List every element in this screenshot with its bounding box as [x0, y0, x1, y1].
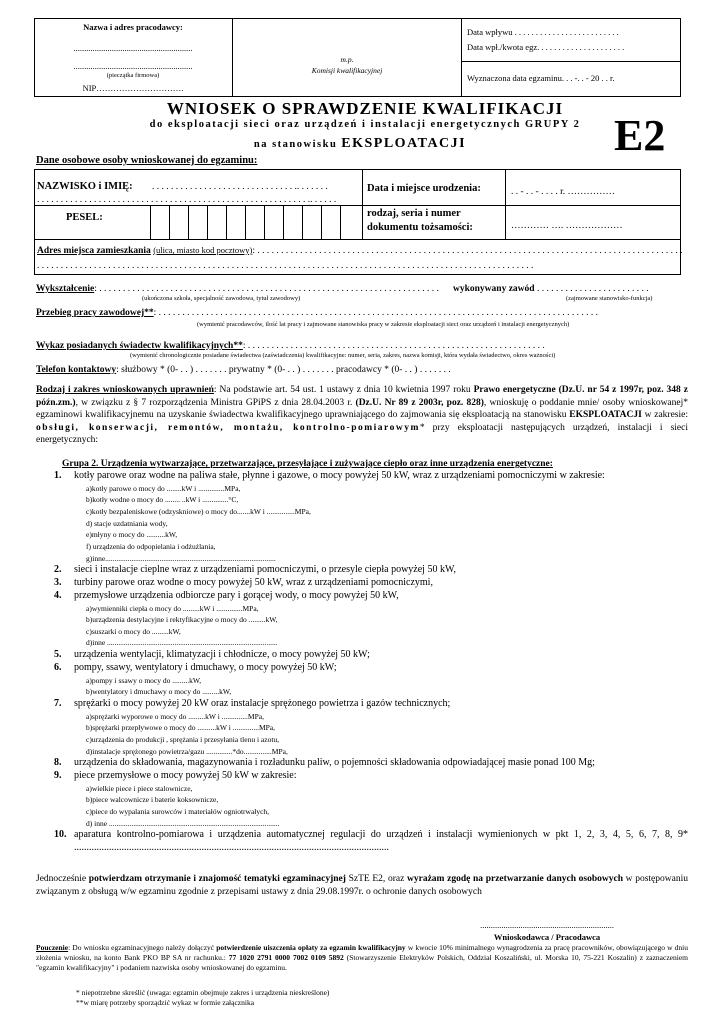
list-subitem[interactable]: d)instalacje sprężonego powietrza/gazu ..............*do...............MPa, [86, 746, 288, 756]
certificates-hint: (wymienić chronologicznie posiadane świadectwa (zaświadczenia) kwalifikacyjne: numer, seria, zakres, nazwa komisji, która wydała świadectwo, okres ważności) [130, 352, 556, 359]
confirmation-text-1: Jednocześnie [36, 874, 89, 884]
list-item-number: 3. [54, 576, 62, 588]
header-divider-3 [461, 61, 681, 62]
scope-text-5: * przy eksploatacji następujących urządzeń, instalacji i sieci energetycznych: [36, 422, 688, 446]
list-subitem[interactable]: a)pompy i ssawy o mocy do .........kW, [86, 675, 202, 685]
pesel-field[interactable] [150, 206, 362, 239]
list-item-number: 7. [54, 697, 62, 709]
scope-text-3: , wnioskuję o poddanie mnie/ osoby wnioskowanej* egzaminowi kwalifikacyjnemu na uzyskanie świadectwa kwalifikacyjnego uprawniającego do zajmowania się eksploatacją na stanowisku [36, 397, 689, 421]
footer-text-3: (Stowarzyszenie Elektryków Polskich, Oddział Koszaliński, ul. Morska 10, 75-221 Koszalin) z zaznaczeniem "egzamin kwalifikacyjny" i podaniem nazwiska osoby wnioskowanej do egzaminu. [36, 953, 688, 973]
list-item-text: sieci i instalacje cieplne wraz z urządzeniami pomocniczymi, o przesyle ciepła powyżej 50 kW, [74, 564, 456, 576]
list-subitem[interactable]: d) stacje uzdatniania wody, [86, 518, 168, 528]
education-hint: (ukończona szkoła, specjalność zawodowa, tytuł zawodowy) [142, 295, 301, 302]
list-subitem[interactable]: b)urządzenia destylacyjne i rektyfikacyjne o mocy do .........kW, [86, 615, 278, 625]
list-item [52, 698, 688, 711]
list-item [52, 577, 688, 590]
list-item-text: piece przemysłowe o mocy powyżej 50 kW w zakresie: [74, 770, 297, 781]
scope-label: Rodzaj i zakres wnioskowanych uprawnień [36, 385, 214, 395]
address-field-2[interactable]: . . . . . . . . . . . . . . . . . . . . . . . . . . . . . . . . . . . . . . . . . . . . . . . . . . . . . . . . . . . . . . . . . . . . . . . . . . . . . . . . . . . . . . . . . . . . . . . . . . . . . . . . . [37, 261, 534, 271]
education-field[interactable]: : . . . . . . . . . . . . . . . . . . . . . . . . . . . . . . . . . . . . . . . . . . . . . . . . . . . . . . . . . . . . . . . . . . . . . . . . [94, 284, 439, 294]
address-field[interactable]: : . . . . . . . . . . . . . . . . . . . . . . . . . . . . . . . . . . . . . . . . . . . . . . . . . . . . . . . . . . . . . . . . . . . . . . . . . . . . . . . . . . . . . . . . . . [252, 246, 683, 256]
birth-field[interactable]: . . - . . - . . . . r. …………… [511, 187, 615, 197]
career-row [36, 307, 686, 319]
footer-label: Pouczenie [36, 943, 69, 952]
employer-title: Nazwa i adres pracodawcy: [83, 22, 183, 32]
signature-line[interactable]: ............................................................... [480, 920, 614, 930]
mp-label: m.p. [340, 55, 354, 64]
list-item [52, 564, 688, 577]
list-subitem[interactable]: a)wielkie piece i piece stalownicze, [86, 783, 193, 793]
pesel-cell[interactable] [226, 206, 243, 239]
name-field-2[interactable]: . . . . . . . . . . . . . . . . . . . . . . . . . . . . . . . . . . . . . . . . . . . . . . . . . . . . . . . . . .. . . . . . [37, 195, 337, 205]
certificates-field[interactable]: : . . . . . . . . . . . . . . . . . . . . . . . . . . . . . . . . . . . . . . . . . . . . . . . . . . . . . . . . . . . . . . . [242, 341, 545, 351]
list-subitem[interactable]: c)piece do wypalania surowców i materiałów ogniotrwałych, [86, 807, 270, 817]
employer-line-2: ........................................................ [73, 61, 193, 71]
scope-regulation: (Dz.U. Nr 89 z 2003r, poz. 828) [355, 397, 484, 408]
list-item [52, 757, 688, 770]
footer-text-2: w kwocie 10% minimalnego wynagrodzenia za pracę pracowników, obowiązującego w dniu złożenia wniosku, na konto Bank PKO BP SA nr rachunku.: [36, 943, 688, 963]
list-item-number: 4. [54, 589, 62, 601]
list-item [52, 770, 688, 783]
list-item-text: przemysłowe urządzenia odbiorcze pary i gorącej wody, o mocy powyżej 50 kW, [74, 589, 399, 601]
form-subtitle-role [120, 134, 600, 152]
list-item-text: sprężarki o mocy powyżej 20 kW oraz instalacje sprężonego powietrza i gazów technicznych; [74, 697, 451, 709]
list-item [52, 829, 688, 855]
job-hint: (zajmowane stanowisko-funkcja) [566, 295, 653, 302]
date-paid: Data wpł./kwota egz. . . . . . . . . . . . . . . . . . . . . [467, 42, 625, 52]
list-item-number: 10. [54, 829, 67, 841]
list-item-text: urządzenia do składowania, magazynowania i rozładunku paliw, o pojemności składowania odpowiadającej masie ponad 100 Mg; [74, 757, 595, 769]
pesel-cell[interactable] [302, 206, 319, 239]
confirmation-text-2: SzTE E2, oraz [345, 874, 407, 884]
pesel-cell[interactable] [169, 206, 186, 239]
phone-label: Telefon kontaktowy [36, 365, 117, 375]
employer-line-1: ........................................................ [73, 43, 193, 53]
scope-role: EKSPLOATACJI [569, 410, 642, 421]
pesel-cell[interactable] [340, 206, 357, 239]
list-subitem[interactable]: d) inne ........................................................................................... [86, 818, 280, 828]
exam-date: Wyznaczona data egzaminu. . . -. . - 20 . . r. [467, 73, 615, 83]
pesel-cell[interactable] [264, 206, 281, 239]
list-subitem[interactable]: a)sprężarki wyporowe o mocy do .........kW i ..............MPa, [86, 711, 264, 721]
list-item-number: 9. [54, 770, 62, 781]
pesel-cell[interactable] [321, 206, 338, 239]
list-subitem[interactable]: b)piece walcownicze i baterie koksownicze, [86, 795, 219, 805]
list-item-number: 5. [54, 649, 62, 661]
date-received: Data wpływu . . . . . . . . . . . . . . . . . . . . . . . . . [467, 27, 619, 37]
confirmation-bold-1: potwierdzam otrzymanie i znajomość tematyki egzaminacyjnej [88, 874, 346, 884]
list-item-text: turbiny parowe oraz wodne o mocy powyżej 50 kW, wraz z urządzeniami pomocniczymi, [74, 576, 433, 588]
list-item [52, 649, 688, 662]
header-divider-2 [461, 18, 462, 97]
stamp-label: (pieczątka firmowa) [106, 72, 160, 79]
group-heading: Grupa 2. Urządzenia wytwarzające, przetwarzające, przesyłające i zużywające ciepło oraz inne urządzenia energetyczne: [62, 459, 553, 469]
career-field[interactable]: : . . . . . . . . . . . . . . . . . . . . . . . . . . . . . . . . . . . . . . . . . . . . . . . . . . . . . . . . . . . . . . . . . . . . . . . . . . . . . . . . . . . . . . . . . . . . . [153, 308, 599, 318]
form-code: E2 [614, 111, 666, 160]
career-hint: (wymienić pracodawców, ilość lat pracy i zajmowane stanowiska pracy w zakresie eksploatacji sieci oraz urządzeń i instalacji energetycznych) [197, 321, 570, 328]
list-item-number: 1. [54, 470, 62, 481]
phone-row [36, 364, 451, 376]
name-field[interactable]: . . . . . . . . . . . . . . . . . . . . . . . . . . . . . . .. . . . . . . [152, 182, 328, 192]
confirmation-bold-2: wyrażam zgodę na przetwarzanie danych osobowych [407, 874, 623, 884]
certificates-label: Wykaz posiadanych świadectw kwalifikacyjnych** [36, 341, 243, 351]
confirmation-paragraph [36, 873, 688, 898]
pesel-label: PESEL: [66, 212, 103, 223]
footer-account-number: 77 1020 2791 0000 7002 0109 5892 [228, 953, 344, 963]
list-item-number: 2. [54, 564, 62, 576]
job-label: wykonywany zawód [453, 284, 535, 294]
phone-field[interactable]: : służbowy * (0- . . ) . . . . . . . prywatny * (0- . . ) . . . . . . . pracodawcy * (0- . . ) . . . . . . . [116, 365, 451, 375]
job-field[interactable]: . . . . . . . . . . . . . . . . . . . . . . . . [536, 284, 649, 294]
personal-vline-2 [505, 169, 506, 239]
scope-list: obsługi, konserwacji, remontów, montażu, kontrolno-pomiarowym [36, 422, 420, 433]
list-subitem[interactable]: d)inne ........................................................................................... [86, 638, 278, 648]
list-item-number: 6. [54, 661, 62, 673]
address-row [37, 245, 682, 257]
list-subitem[interactable]: f) urządzenia do odpopielania i odżużlania, [86, 541, 216, 551]
education-label: Wykształcenie [36, 284, 95, 294]
list-subitem[interactable]: c)kotły bezpaleniskowe (odzyskniowe) o mocy do.......kW i ...............MPa, [86, 507, 311, 517]
address-hint: (ulica, miasto kod pocztowy) [153, 245, 253, 255]
list-subitem[interactable]: c)urządzenia do produkcji , sprężania i przesyłania tlenu i azotu, [86, 734, 280, 744]
list-item [52, 590, 688, 603]
list-item-number: 8. [54, 757, 62, 769]
signature-label: Wnioskodawca / Pracodawca [493, 932, 601, 942]
personal-heading: Dane osobowe osoby wnioskowanej do egzaminu: [36, 155, 258, 166]
job-row [453, 283, 649, 295]
doc-label-1: rodzaj, seria i numer [367, 208, 461, 219]
list-subitem[interactable]: b)wentylatory i dmuchawy o mocy do .........kW, [86, 687, 232, 697]
commission-label: Komisji kwalifikacyjnej [311, 66, 383, 75]
role-name: EKSPLOATACJI [341, 136, 467, 151]
footer-bold-1: potwierdzenie uiszczenia opłaty za egzamin kwalifikacyjny [216, 943, 406, 952]
list-item [52, 662, 688, 675]
birth-label: Data i miejsce urodzenia: [367, 183, 481, 194]
role-prefix: na stanowisku [253, 139, 338, 150]
personal-hline-2 [34, 239, 681, 240]
doc-field[interactable]: ………… …. ……………… [511, 221, 623, 231]
list-item-text: pompy, ssawy, wentylatory i dmuchawy, o mocy powyżej 50 kW; [74, 661, 337, 673]
scope-text-1: : Na podstawie art. 54 ust. 1 ustawy z dnia 10 kwietnia 1997 roku [213, 385, 474, 395]
footer-note-1: * niepotrzebne skreślić (uwaga: egzamin obejmuje zakres i urządzenia nieskreślone) [76, 988, 330, 997]
scope-law: Prawo energetyczne (Dz.U. nr 54 z 1997r, poz. 348 z późn.zm.) [36, 385, 688, 408]
pesel-cell[interactable] [245, 206, 262, 239]
certificates-row [36, 340, 686, 352]
footer-instructions [36, 943, 688, 973]
list-subitem[interactable]: b)sprężarki przepływowe o mocy do ..........kW i ..............MPa, [86, 723, 275, 733]
personal-vline [362, 169, 363, 239]
education-row [36, 283, 496, 295]
pesel-cell[interactable] [188, 206, 205, 239]
list-item-text: kotły parowe oraz wodne na paliwa stałe, płynne i gazowe, o mocy powyżej 50 kW, wraz z urządzeniami pomocniczymi w zakresie: [74, 470, 605, 481]
pesel-cell[interactable] [283, 206, 300, 239]
list-item-text: urządzenia wentylacji, klimatyzacji i chłodnicze, o mocy powyżej 50 kW; [74, 649, 370, 661]
doc-label-2: dokumentu tożsamości: [367, 222, 473, 233]
address-label: Adres miejsca zamieszkania [37, 246, 151, 256]
list-subitem[interactable]: g)inne........................................................................................... [86, 553, 276, 563]
item-list [52, 470, 688, 855]
list-subitem[interactable]: c)suszarki o mocy do .........kW, [86, 626, 181, 636]
list-subitem[interactable]: e)młyny o mocy do ..........kW, [86, 530, 178, 540]
confirmation-text-3: w postępowaniu związanym z obsługą w/w egzaminu zgodnie z przepisami ustawy z dnia 29.08.1997r. o ochronie danych osobowych [36, 874, 688, 897]
footer-text-1: : Do wniosku egzaminacyjnego należy dołączyć [68, 943, 217, 952]
list-subitem[interactable]: b)kotły wodne o mocy do ........ ..kW i ..............°C, [86, 495, 239, 505]
career-label: Przebieg pracy zawodowej** [36, 308, 154, 318]
nip-label: NIP…………………………. [82, 83, 184, 93]
list-subitem[interactable]: a)wymienniki ciepła o mocy do .........kW i ..............MPa, [86, 603, 259, 613]
list-item [52, 470, 688, 483]
list-item-text: aparatura kontrolno-pomiarowa i urządzenia automatycznej regulacji do urządzeń i instalacji wymienionych w pkt 1, 2, 3, 4, 5, 6, 7, 8, 9* .............................................................................................................................. [74, 829, 688, 854]
form-subtitle: do eksploatacji sieci oraz urządzeń i instalacji energetycznych GRUPY 2 [149, 119, 581, 130]
name-label: NAZWISKO i IMIĘ: [37, 181, 133, 192]
scope-paragraph [36, 384, 688, 447]
list-subitem[interactable]: a)kotły parowe o mocy do ........kW i ..............MPa, [86, 483, 241, 493]
scope-text-4: w zakresie: [641, 410, 688, 421]
form-title: WNIOSEK O SPRAWDZENIE KWALIFIKACJI [166, 99, 564, 118]
scope-text-2: , w związku z § 7 rozporządzenia Ministra GPiPS z dnia 28.04.2003 r. [75, 397, 356, 408]
pesel-cell[interactable] [150, 206, 167, 239]
pesel-cell[interactable] [207, 206, 224, 239]
footer-note-2: **w miarę potrzeby sporządzić wykaz w formie załącznika [76, 998, 255, 1007]
